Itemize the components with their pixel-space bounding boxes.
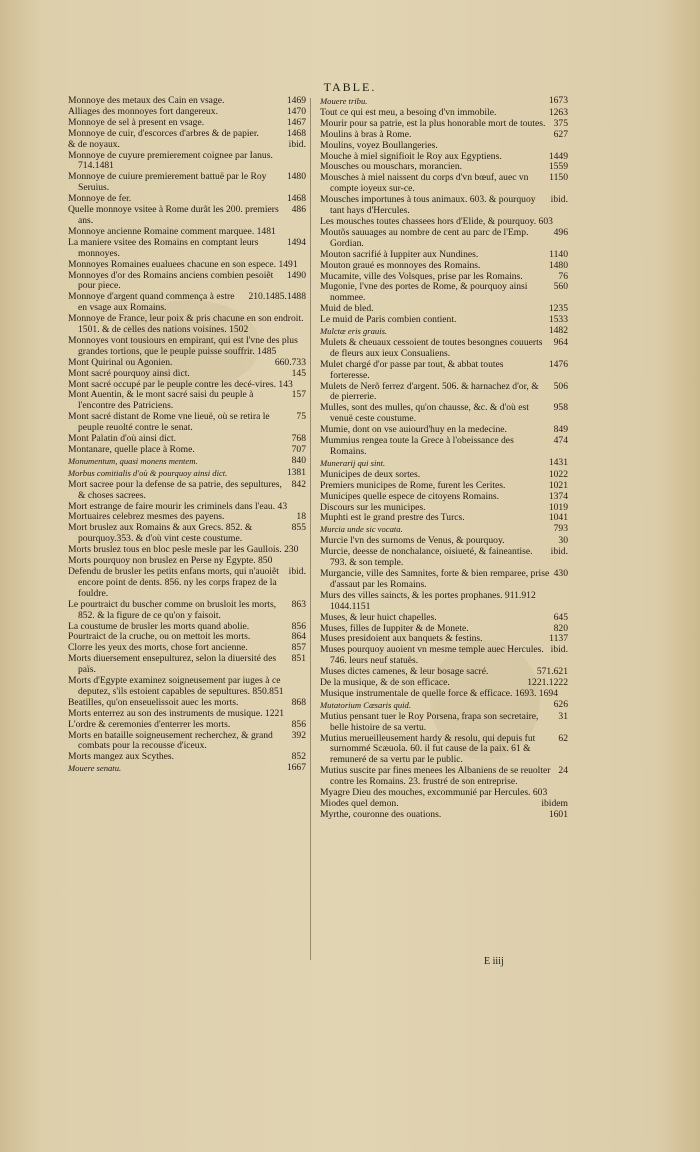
entry-text: Mont sacré distant de Rome vne lieuë, où se retira le peuple reuolté contre le senat. bbox=[68, 411, 270, 434]
entry-text: L'ordre & ceremonies d'enterrer les morts. bbox=[68, 718, 231, 730]
page-reference: 645 bbox=[553, 611, 568, 623]
page-reference: 1137 bbox=[549, 633, 568, 645]
index-entry bbox=[320, 810, 568, 821]
entry-text: Mummius rengea toute la Grece à l'obeissance des Romains. bbox=[320, 435, 514, 457]
index-entry bbox=[320, 173, 568, 195]
entry-text: Monnoye de France, leur poix & pris chacune en son endroit. 1501. & de celles des nations voisines. 1502 bbox=[68, 313, 304, 336]
index-entry bbox=[320, 734, 568, 767]
page-reference: 496 bbox=[553, 226, 568, 238]
entry-text: Monnoyes d'or des Romains anciens combien pesoiẽt pour piece. bbox=[68, 269, 274, 292]
page-reference: 849 bbox=[553, 424, 568, 436]
entry-text: Myrthe, couronne des ouations. bbox=[320, 808, 442, 820]
page-reference: 210.1485.1488 bbox=[248, 291, 306, 303]
index-entry bbox=[320, 403, 568, 425]
entry-text: Mousches à miel naissent du corps d'vn bœuf, auec vn compte ioyeux sur-ce. bbox=[320, 172, 529, 195]
entry-text: Morts en bataille soigneusement recherchez, & grand combats pour la recousse d'iceux. bbox=[68, 729, 273, 752]
page-reference: ibid. bbox=[550, 546, 568, 558]
index-entry bbox=[320, 712, 568, 734]
index-entry bbox=[320, 645, 568, 667]
entry-text: Murgancie, ville des Samnites, forte & bien remparee, prise d'assaut par les Romains. bbox=[320, 567, 550, 590]
entry-text: Monnoye de cuiure premierement battuë par le Roy Seruius. bbox=[68, 171, 267, 194]
entry-text: Le pourtraict du buscher comme on brusloit les morts, 852. & la figure de ce qu'on y faisoit. bbox=[68, 598, 277, 621]
index-entry bbox=[68, 654, 306, 676]
page-reference: 868 bbox=[291, 696, 306, 708]
page-reference: 1494 bbox=[286, 236, 306, 248]
page-reference: 1431 bbox=[548, 456, 568, 468]
entry-text: Monumentum, quasi monens mentem. bbox=[68, 455, 198, 466]
entry-text: Murcie l'vn des surnoms de Venus, & pourquoy. bbox=[320, 535, 505, 547]
page-reference: 76 bbox=[558, 270, 568, 282]
page-reference: 62 bbox=[558, 732, 568, 744]
entry-text: Monnoye d'argent quand commença à estre en vsage aux Romains. bbox=[68, 291, 235, 314]
entry-text: Mont Quirinal ou Agonien. bbox=[68, 356, 173, 368]
entry-text: Morts enterrez au son des instruments de musique. 1221 bbox=[68, 707, 285, 719]
index-entry bbox=[68, 172, 306, 194]
entry-text: Monnoye de cuyure premierement coignee par Ianus. 714.1481 bbox=[68, 149, 273, 172]
entry-text: Monnoye de cuir, d'escorces d'arbres & de papier. bbox=[68, 127, 259, 139]
page-reference: 1449 bbox=[548, 150, 568, 162]
page-reference: 1041 bbox=[548, 512, 568, 524]
page-reference: 1467 bbox=[286, 116, 306, 128]
page-reference: 1150 bbox=[549, 172, 568, 184]
page-reference: 964 bbox=[553, 336, 568, 348]
entry-text: Mulet chargé d'or passe par tout, & abbat toutes forteresse. bbox=[320, 358, 504, 381]
index-entry bbox=[320, 436, 568, 458]
page-reference: 145 bbox=[291, 367, 306, 379]
entry-text: Mutius suscite par fines menees les Albaniens de se reuolter contre les Romains. 23. frustré de son entreprise. bbox=[320, 765, 551, 788]
index-entry bbox=[68, 292, 306, 314]
index-entry bbox=[68, 390, 306, 412]
entry-text: Mouton sacrifié à Iuppiter aux Nundines. bbox=[320, 248, 479, 260]
entry-text: Quelle monnoye vsitee à Rome durãt les 200. premiers ans. bbox=[68, 204, 279, 226]
entry-text: La maniere vsitee des Romains en comptant leurs monnoyes. bbox=[68, 236, 259, 259]
page-reference: 840 bbox=[291, 454, 306, 466]
page-reference: 1476 bbox=[548, 358, 568, 370]
entry-text: Mulctæ eris grauis. bbox=[320, 326, 388, 337]
entry-text: Mouere senatu. bbox=[68, 763, 122, 774]
entry-text: Mousches importunes à tous animaux. 603. & pourquoy tant hays d'Hercules. bbox=[320, 194, 536, 217]
page-reference: 24 bbox=[558, 765, 568, 777]
entry-text: Premiers municipes de Rome, furent les Cerites. bbox=[320, 479, 506, 491]
entry-text: Muphti est le grand prestre des Turcs. bbox=[320, 512, 465, 524]
page-reference: 1667 bbox=[286, 762, 306, 774]
entry-text: Moutõs sauuages au nombre de cent au parc de l'Emp. Gordian. bbox=[320, 226, 529, 249]
entry-text: Mouche à miel signifioit le Roy aux Egyptiens. bbox=[320, 150, 502, 162]
page-reference: 392 bbox=[291, 729, 306, 741]
entry-text: Muses pourquoy auoient vn mesme temple auec Hercules. 746. leurs neuf statuës. bbox=[320, 644, 544, 667]
entry-text: Munerarij qui sint. bbox=[320, 457, 386, 468]
page-reference: 560 bbox=[553, 281, 568, 293]
page-reference: 571.621 bbox=[536, 666, 568, 678]
page-reference: 1490 bbox=[286, 269, 306, 281]
entry-text: Tout ce qui est meu, a besoing d'vn immobile. bbox=[320, 106, 497, 118]
page-reference: 1673 bbox=[548, 95, 568, 106]
entry-text: Morbus comitialis d'où & pourquoy ainsi dict. bbox=[68, 467, 228, 478]
index-entry bbox=[320, 569, 568, 591]
entry-text: Mouton graué es monnoyes des Romains. bbox=[320, 259, 481, 271]
page-reference: 1221.1222 bbox=[527, 677, 568, 689]
entry-text: Mort estrange de faire mourir les criminels dans l'eau. 43 bbox=[68, 500, 288, 512]
page-reference: 1374 bbox=[548, 490, 568, 502]
entry-text: Mont sacré pourquoy ainsi dict. bbox=[68, 367, 190, 379]
page-reference: 1468 bbox=[286, 193, 306, 205]
page-reference: 1470 bbox=[286, 105, 306, 117]
index-entry bbox=[320, 195, 568, 217]
page-reference: 851 bbox=[291, 653, 306, 665]
entry-text: Myagre Dieu des mouches, excommunié par Hercules. 603 bbox=[320, 787, 548, 799]
page-reference: 1601 bbox=[548, 808, 568, 820]
entry-text: Morts mangez aux Scythes. bbox=[68, 751, 175, 763]
entry-text: Murcie, deesse de nonchalance, oisiueté, & faineantise. 793. & son temple. bbox=[320, 546, 533, 569]
page-reference: 430 bbox=[553, 567, 568, 579]
entry-text: La coustume de brusler les morts quand abolie. bbox=[68, 620, 250, 632]
page-reference: 958 bbox=[553, 402, 568, 414]
index-entry bbox=[68, 567, 306, 600]
page-reference: 1480 bbox=[286, 171, 306, 183]
page-reference: 1468 bbox=[286, 127, 306, 139]
entry-text: Mont sacré occupé par le peuple contre les decé-vires. 143 bbox=[68, 378, 293, 390]
page-reference: 863 bbox=[291, 598, 306, 610]
index-entry bbox=[320, 766, 568, 788]
index-entry bbox=[68, 600, 306, 622]
page-reference: ibid. bbox=[288, 138, 306, 150]
page-reference: 1559 bbox=[548, 161, 568, 173]
index-entry bbox=[68, 336, 306, 358]
entry-text: Les mousches toutes chassees hors d'Elide, & pourquoy. 603 bbox=[320, 215, 553, 227]
entry-text: Mulles, sont des mulles, qu'on chausse, &c. & d'où est venuë ceste coustume. bbox=[320, 402, 529, 425]
entry-text: Mutius pensant tuer le Roy Porsena, frapa son secretaire, belle histoire de sa vertu. bbox=[320, 710, 539, 733]
index-entry bbox=[68, 731, 306, 753]
index-entry bbox=[68, 314, 306, 336]
entry-text: Mort sacree pour la defense de sa patrie, des sepultures, & choses sacrees. bbox=[68, 478, 282, 501]
index-entry bbox=[68, 523, 306, 545]
index-entry bbox=[68, 412, 306, 434]
page-reference: 1140 bbox=[549, 248, 568, 260]
page-reference: 506 bbox=[553, 380, 568, 392]
page-reference: 768 bbox=[291, 433, 306, 445]
entry-text: Morts pourquoy non bruslez en Perse ny Egypte. 850 bbox=[68, 555, 273, 567]
page-reference: 864 bbox=[291, 631, 306, 643]
page-reference: 18 bbox=[296, 511, 306, 523]
page-reference: 474 bbox=[553, 435, 568, 447]
page-reference: 1381 bbox=[286, 466, 306, 478]
entry-text: Monnoye ancienne Romaine comment marquee. 1481 bbox=[68, 225, 276, 237]
index-entry bbox=[68, 676, 306, 698]
entry-text: Moulins à bras à Rome. bbox=[320, 128, 412, 140]
entry-text: Municipes de deux sortes. bbox=[320, 468, 421, 480]
page-reference: 1480 bbox=[548, 259, 568, 271]
entry-text: Montanare, quelle place à Rome. bbox=[68, 444, 195, 455]
entry-text: Mouere tribu. bbox=[320, 96, 368, 106]
index-entry bbox=[320, 360, 568, 382]
entry-text: Muses dictes camenes, & leur bosage sacré. bbox=[320, 666, 489, 678]
index-entry bbox=[320, 282, 568, 304]
entry-text: Clorre les yeux des morts, chose fort ancienne. bbox=[68, 642, 248, 654]
entry-text: Muses, filles de Iuppiter & de Monete. bbox=[320, 622, 469, 634]
entry-text: Mortuaires celebrez mesmes des payens. bbox=[68, 511, 225, 523]
entry-text: Muid de bled. bbox=[320, 303, 374, 315]
entry-text: Mourir pour sa patrie, est la plus honorable mort de toutes. bbox=[320, 117, 546, 129]
page-reference: ibid. bbox=[288, 565, 306, 577]
index-entry bbox=[68, 480, 306, 502]
index-entry bbox=[320, 382, 568, 404]
page-reference: ibid. bbox=[550, 644, 568, 656]
page-reference: 820 bbox=[553, 622, 568, 634]
page-reference: 660.733 bbox=[274, 356, 306, 368]
index-entry bbox=[68, 238, 306, 260]
page-reference: 1469 bbox=[286, 95, 306, 106]
entry-text: Mulets de Nerõ ferrez d'argent. 506. & harnachez d'or, & de pierrerie. bbox=[320, 380, 539, 403]
entry-text: & de noyaux. bbox=[68, 138, 120, 150]
page-reference: 626 bbox=[553, 698, 568, 710]
index-column-right bbox=[320, 96, 568, 821]
index-entry bbox=[68, 205, 306, 227]
page-reference: ibid. bbox=[550, 194, 568, 206]
index-entry bbox=[320, 689, 568, 700]
index-entry bbox=[320, 547, 568, 569]
entry-text: Mulets & cheuaux cessoient de toutes besongnes couuerts de fleurs aux ieux Consualiens. bbox=[320, 336, 543, 359]
page-reference: 1022 bbox=[548, 468, 568, 480]
page-reference: 857 bbox=[291, 642, 306, 654]
page-reference: 31 bbox=[558, 710, 568, 722]
entry-text: Alliages des monnoyes fort dangereux. bbox=[68, 105, 218, 117]
entry-text: Monnoyes Romaines eualuees chacune en son espece. 1491 bbox=[68, 258, 298, 270]
page-reference: 852 bbox=[291, 751, 306, 763]
entry-text: Mont Auentin, & le mont sacré saisi du peuple à l'encontre des Patriciens. bbox=[68, 389, 254, 412]
index-entry bbox=[68, 763, 306, 775]
index-entry bbox=[68, 151, 306, 173]
entry-text: Mort bruslez aux Romains & aux Grecs. 852. & pourquoy.353. & d'où vint ceste coustume. bbox=[68, 522, 253, 545]
page-reference: 707 bbox=[291, 444, 306, 455]
entry-text: Mont Palatin d'où ainsi dict. bbox=[68, 433, 177, 445]
entry-text: Monnoyes vont tousiours en empirant, qui est l'vne des plus grandes tortions, que le peuple puisse souffrir. 1485 bbox=[68, 334, 298, 357]
entry-text: Muses presidoient aux banquets & festins. bbox=[320, 633, 483, 645]
page-reference: 30 bbox=[558, 535, 568, 547]
page-reference: 856 bbox=[291, 718, 306, 730]
page-reference: 855 bbox=[291, 522, 306, 534]
page-reference: 75 bbox=[296, 411, 306, 423]
index-entry bbox=[320, 513, 568, 524]
page-reference: 375 bbox=[553, 117, 568, 129]
page-reference: 1482 bbox=[548, 325, 568, 337]
index-column-left bbox=[68, 96, 306, 775]
entry-text: Moulins, voyez Boullangeries. bbox=[320, 139, 438, 151]
entry-text: Murcia unde sic vocata. bbox=[320, 524, 403, 535]
entry-text: Murs des villes saincts, & les portes prophanes. 911.912 1044.1151 bbox=[320, 589, 536, 612]
entry-text: Miodes quel demon. bbox=[320, 798, 399, 809]
entry-text: Discours sur les municipes. bbox=[320, 501, 426, 513]
entry-text: Le muid de Paris combien contient. bbox=[320, 314, 457, 326]
entry-text: Musique instrumentale de quelle force & efficace. 1693. 1694 bbox=[320, 687, 558, 699]
page-reference: 1235 bbox=[548, 303, 568, 315]
entry-text: Mumie, dont on vse auiourd'huy en la medecine. bbox=[320, 424, 507, 436]
entry-text: Monnoye de sel à present en vsage. bbox=[68, 116, 205, 128]
entry-text: Mutius merueilleusement hardy & resolu, qui depuis fut surnommé Scæuola. 60. il fut cause de la paix. 61 & remuneré de sa vertu par le public. bbox=[320, 732, 536, 766]
entry-text: Morts diuersement ensepulturez, selon la diuersité des païs. bbox=[68, 653, 277, 676]
entry-text: Monnoye de fer. bbox=[68, 193, 132, 205]
page-reference: 486 bbox=[291, 204, 306, 216]
page-reference: 1533 bbox=[548, 314, 568, 326]
index-entry bbox=[320, 338, 568, 360]
entry-text: Beatilles, qu'on enseuelissoit auec les morts. bbox=[68, 696, 239, 708]
page-reference: ibidem bbox=[541, 798, 568, 809]
page-reference: 157 bbox=[291, 389, 306, 401]
page-reference: 1019 bbox=[548, 501, 568, 513]
entry-text: Pourtraict de la cruche, ou on mettoit les morts. bbox=[68, 631, 251, 643]
page-reference: 842 bbox=[291, 478, 306, 490]
signature-mark: E iiij bbox=[484, 956, 504, 967]
page-reference: 793 bbox=[553, 523, 568, 535]
page-reference: 627 bbox=[553, 128, 568, 140]
index-entry bbox=[320, 228, 568, 250]
page-reference: 856 bbox=[291, 620, 306, 632]
page-reference: 1021 bbox=[548, 479, 568, 491]
entry-text: Monnoye des metaux des Cain en vsage. bbox=[68, 95, 225, 106]
index-entry bbox=[320, 315, 568, 326]
entry-text: De la musique, & de son efficace. bbox=[320, 677, 450, 689]
index-entry bbox=[68, 456, 306, 468]
page-title: TABLE. bbox=[323, 80, 377, 94]
column-divider bbox=[310, 98, 311, 960]
entry-text: Morts d'Egypte examinez soigneusement par iuges à ce deputez, s'ils estoient capables de sepultures. 850.851 bbox=[68, 675, 284, 697]
entry-text: Morts bruslez tous en bloc pesle mesle par les Gaullois. 230 bbox=[68, 544, 299, 556]
index-entry bbox=[68, 271, 306, 293]
entry-text: Mousches ou mouschars, morancien. bbox=[320, 161, 463, 173]
entry-text: Muses, & leur huict chapelles. bbox=[320, 611, 437, 623]
index-entry bbox=[68, 445, 306, 456]
entry-text: Mutatorium Cæsaris quid. bbox=[320, 699, 411, 710]
index-entry bbox=[68, 752, 306, 763]
page-reference: 1263 bbox=[548, 106, 568, 118]
entry-text: Mucamite, ville des Volsques, prise par les Romains. bbox=[320, 270, 523, 282]
entry-text: Mugonie, l'vne des portes de Rome, & pourquoy ainsi nommee. bbox=[320, 281, 528, 304]
entry-text: Municipes quelle espece de citoyens Romains. bbox=[320, 490, 500, 502]
entry-text: Defendu de brusler les petits enfans morts, qui n'auoiẽt encore point de dents. 856. ny les corps frapez de la fouldre. bbox=[68, 565, 279, 599]
index-entry bbox=[320, 591, 568, 613]
